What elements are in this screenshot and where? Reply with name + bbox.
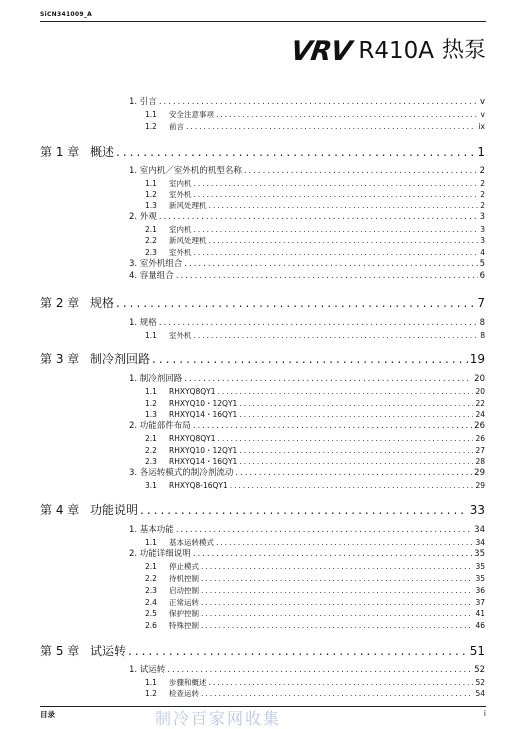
toc-page-number: 41 — [475, 609, 485, 618]
document-code: SiCN341009_A — [40, 11, 93, 18]
toc-item[interactable]: 1.2 前言 ..... ix — [145, 121, 485, 132]
toc-page-number: 27 — [475, 446, 485, 455]
toc-page-number: 1 — [477, 145, 485, 159]
toc-page-number: 37 — [475, 598, 485, 607]
toc-page-number: 46 — [475, 621, 485, 630]
toc-entry-label: 检查运转 — [169, 689, 199, 698]
chapter-number: 第 5 章 — [40, 644, 80, 658]
toc-item[interactable]: 2.4 正常运转 ..... 37 — [145, 597, 485, 608]
toc-page-number: ix — [478, 122, 485, 131]
toc-item[interactable]: 1.1 室外机 ..... 8 — [145, 330, 485, 341]
chapter-title: 功能说明 — [90, 503, 139, 517]
toc-entry-label: RHXYQ14・16QY1 — [169, 457, 238, 466]
toc-item[interactable]: 2.3 RHXYQ14・16QY1 ..... 28 — [145, 456, 485, 467]
vrv-logo: VRV — [288, 35, 353, 67]
toc-chapter-2[interactable] — [40, 296, 485, 311]
toc-entry-label: 4. 容量组合 — [129, 271, 174, 281]
toc-entry-label: RHXYQ8-16QY1 — [169, 481, 228, 490]
toc-entry-label: 安全注意事项 — [169, 110, 214, 119]
chapter-number: 第 3 章 — [40, 352, 80, 366]
toc-page-number: 20 — [474, 374, 485, 384]
toc-section[interactable] — [129, 421, 485, 432]
toc-page-number: 24 — [475, 410, 485, 419]
toc-page-number: 52 — [475, 678, 485, 687]
toc-item[interactable]: 2.1 停止模式 ..... 35 — [145, 561, 485, 572]
toc-section[interactable] — [129, 665, 485, 676]
watermark: 制冷百家网收集 — [155, 709, 282, 728]
toc-entry-label: 2. 外观 — [129, 212, 157, 222]
toc-entry-label: 保护控制 — [169, 609, 199, 618]
toc-entry-label: 启动控制 — [169, 586, 199, 595]
toc-entry-label: 正常运转 — [169, 598, 199, 607]
toc-page-number: 8 — [479, 318, 485, 328]
toc-page-number: 26 — [474, 421, 485, 431]
toc-item[interactable]: 1.2 室外机 ..... 2 — [145, 189, 485, 200]
toc-intro[interactable] — [129, 97, 485, 108]
chapter-number: 第 1 章 — [40, 145, 80, 159]
toc-page-number: 4 — [480, 248, 485, 257]
toc-entry-label: 步骤和概述 — [169, 678, 207, 687]
toc-item[interactable]: 3.1 RHXYQ8-16QY1 ..... 29 — [145, 480, 485, 491]
toc-item[interactable]: 1.3 RHXYQ14・16QY1 ..... 24 — [145, 409, 485, 420]
toc-entry-label: 1. 引言 — [129, 97, 157, 107]
toc-page-number: 8 — [480, 331, 485, 340]
toc-item[interactable]: 1.1 室内机 ..... 2 — [145, 178, 485, 189]
toc-page-number: 2 — [480, 201, 485, 210]
toc-item[interactable]: 1.3 新风处理机 ..... 2 — [145, 200, 485, 211]
toc-page-number: 35 — [474, 549, 485, 559]
toc-item[interactable]: 1.2 RHXYQ10・12QY1 ..... 22 — [145, 398, 485, 409]
chapter-number: 第 4 章 — [40, 503, 80, 517]
toc-page-number: 33 — [469, 503, 485, 517]
toc-entry-label: 基本运转模式 — [169, 538, 214, 547]
toc-section[interactable] — [129, 166, 485, 177]
toc-entry-label: 1. 制冷剂回路 — [129, 374, 183, 384]
toc-page-number: 3 — [480, 236, 485, 245]
toc-section[interactable] — [129, 259, 485, 270]
toc-entry-label: RHXYQ10・12QY1 — [169, 446, 238, 455]
toc-page-number: 2 — [480, 179, 485, 188]
toc-page-number: 29 — [474, 468, 485, 478]
chapter-number: 第 2 章 — [40, 296, 80, 310]
toc-item[interactable]: 2.2 新风处理机 ..... 3 — [145, 235, 485, 246]
toc-section[interactable] — [129, 318, 485, 329]
footer-page-number: i — [483, 709, 486, 718]
toc-chapter-4[interactable] — [40, 503, 485, 518]
toc-entry-label: 1. 试运转 — [129, 665, 166, 675]
toc-chapter-1[interactable] — [40, 145, 485, 160]
toc-section[interactable] — [129, 212, 485, 223]
toc-entry-label: 待机控制 — [169, 574, 199, 583]
toc-item[interactable]: 1.1 RHXYQ8QY1 ..... 20 — [145, 386, 485, 397]
toc-entry-label: RHXYQ10・12QY1 — [169, 399, 238, 408]
toc-page-number: 36 — [475, 586, 485, 595]
chapter-title: 制冷剂回路 — [90, 352, 151, 366]
toc-item[interactable]: 2.3 启动控制 ..... 36 — [145, 585, 485, 596]
toc-entry-label: 室外机 — [169, 331, 192, 340]
toc-entry-label: 1. 规格 — [129, 318, 157, 328]
toc-section[interactable] — [129, 549, 485, 560]
toc-entry-label: 3. 室外机组合 — [129, 259, 183, 269]
toc-item[interactable]: 1.1 基本运转模式 ..... 34 — [145, 537, 485, 548]
toc-entry-label: RHXYQ8QY1 — [169, 387, 216, 396]
toc-page-number: 20 — [475, 387, 485, 396]
toc-page-number: 34 — [474, 525, 485, 535]
toc-entry-label: 室外机 — [169, 248, 192, 257]
toc-page-number: 52 — [474, 665, 485, 675]
model-name: R410A — [358, 37, 434, 64]
toc-item[interactable]: 1.1 步骤和概述 ..... 52 — [145, 677, 485, 688]
toc-entry-label: 新风处理机 — [169, 236, 207, 245]
chapter-title: 规格 — [90, 296, 115, 310]
toc-item[interactable]: 2.2 RHXYQ10・12QY1 ..... 27 — [145, 445, 485, 456]
toc-page-number: 35 — [475, 562, 485, 571]
toc-entry-label: 2. 功能详细说明 — [129, 549, 191, 559]
toc-page-number: 28 — [475, 457, 485, 466]
toc-item[interactable]: 2.6 特殊控制 ..... 46 — [145, 620, 485, 631]
toc-page-number: 22 — [475, 399, 485, 408]
toc-page-number: 7 — [477, 296, 485, 310]
document-title: 热泵 — [441, 38, 486, 63]
toc-item[interactable]: 2.2 待机控制 ..... 35 — [145, 573, 485, 584]
toc-page-number: 5 — [479, 259, 485, 269]
toc-entry-label: 停止模式 — [169, 562, 199, 571]
toc-page-number: v — [479, 97, 485, 107]
toc-entry-label: 1. 室内机／室外机的机型名称 — [129, 166, 242, 176]
toc-entry-label: 室内机 — [169, 225, 192, 234]
toc-chapter-3[interactable] — [40, 352, 485, 367]
toc-page-number: v — [480, 110, 485, 119]
toc-entry-label: RHXYQ8QY1 — [169, 434, 216, 443]
toc-page-number: 2 — [479, 166, 485, 176]
toc-entry-label: 室外机 — [169, 190, 192, 199]
toc-page-number: 6 — [479, 271, 485, 281]
toc-page-number: 35 — [475, 574, 485, 583]
toc-page-number: 19 — [469, 352, 485, 366]
toc-page-number: 51 — [469, 644, 485, 658]
toc-item[interactable]: 2.1 室内机 ..... 3 — [145, 224, 485, 235]
toc-page-number: 29 — [475, 481, 485, 490]
toc-item[interactable]: 2.3 室外机 ..... 4 — [145, 247, 485, 258]
toc-entry-label: 室内机 — [169, 179, 192, 188]
toc-page-number: 34 — [475, 538, 485, 547]
toc-section[interactable] — [129, 525, 485, 536]
toc-item[interactable]: 2.5 保护控制 ..... 41 — [145, 608, 485, 619]
toc-entry-label: RHXYQ14・16QY1 — [169, 410, 238, 419]
toc-entry-label: 3. 各运转模式的制冷剂流动 — [129, 468, 234, 478]
toc-item[interactable]: 2.1 RHXYQ8QY1 ..... 26 — [145, 433, 485, 444]
toc-section[interactable] — [129, 374, 485, 385]
toc-section[interactable] — [129, 271, 485, 282]
toc-page-number: 54 — [475, 689, 485, 698]
chapter-title: 概述 — [90, 145, 115, 159]
toc-page-number: 26 — [475, 434, 485, 443]
toc-entry-label: 特殊控制 — [169, 621, 199, 630]
toc-item[interactable]: 1.1 安全注意事项 ..... v — [145, 109, 485, 120]
toc-entry-label: 前言 — [169, 122, 184, 131]
toc-entry-label: 1. 基本功能 — [129, 525, 174, 535]
toc-entry-label: 2. 功能部件布局 — [129, 421, 191, 431]
toc-entry-label: 新风处理机 — [169, 201, 207, 210]
chapter-title: 试运转 — [90, 644, 127, 658]
toc-section[interactable] — [129, 468, 485, 479]
footer-label: 目录 — [40, 710, 55, 719]
toc-page-number: 3 — [479, 212, 485, 222]
toc-page-number: 2 — [480, 190, 485, 199]
toc-chapter-5[interactable] — [40, 644, 485, 659]
toc-item[interactable]: 1.2 检查运转 ..... 54 — [145, 688, 485, 699]
toc-page-number: 3 — [480, 225, 485, 234]
